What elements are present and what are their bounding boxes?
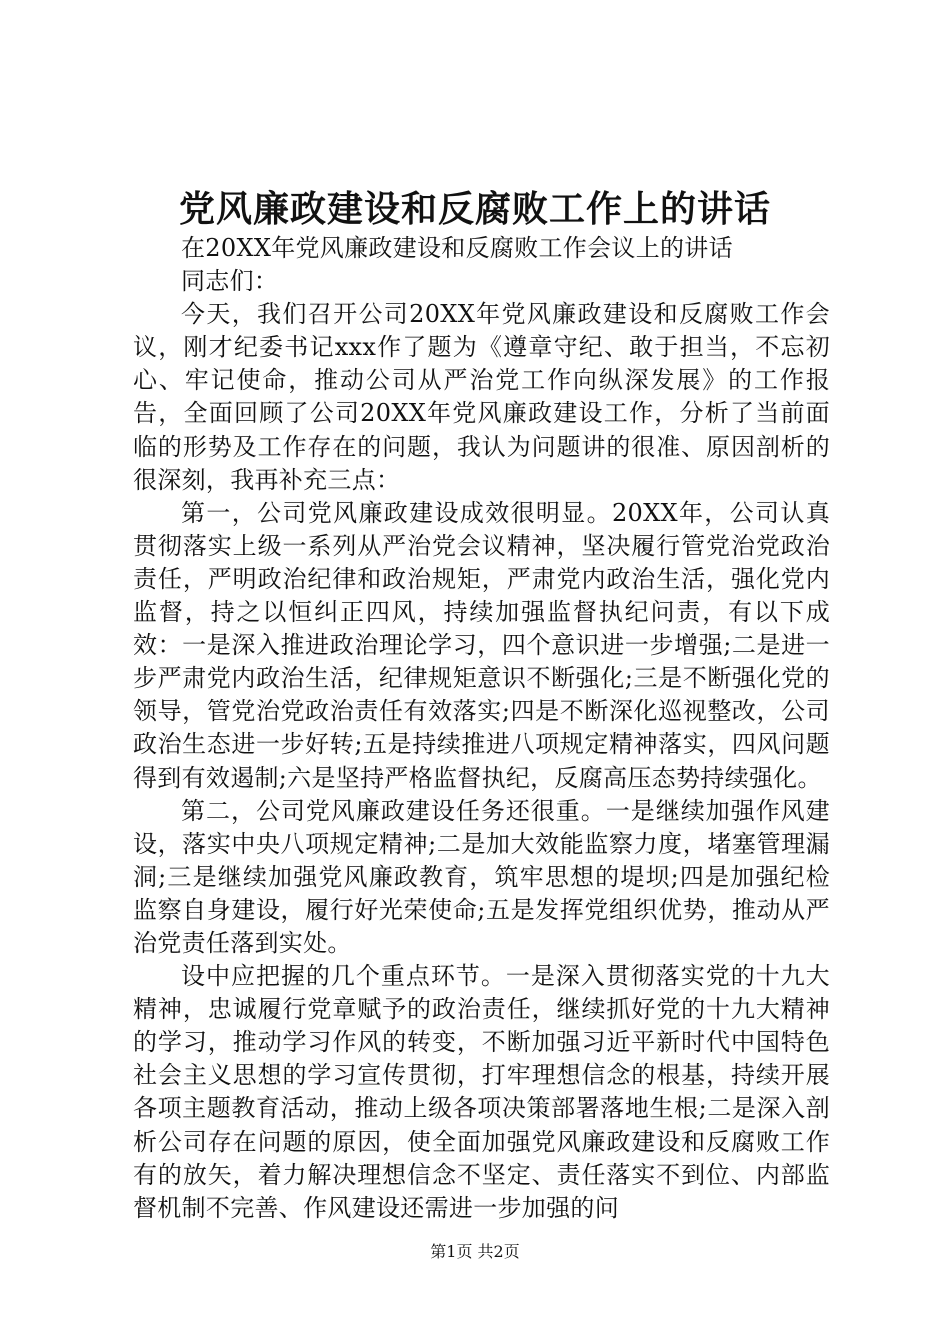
document-body xyxy=(133,232,830,1225)
subtitle-paragraph: 在20XX年党风廉政建设和反腐败工作会议上的讲话 xyxy=(181,234,733,262)
salutation-paragraph: 同志们： xyxy=(181,267,279,296)
body-paragraph: 第二，公司党风廉政建设任务还很重。一是继续加强作风建设，落实中央八项规定精神;二是加大效能监察力度，堵塞管理漏洞;三是继续加强党风廉政教育，筑牢思想的堤坝;四是加强纪检监察自身建设，履行好光荣使命;五是发挥党组织优势，推动从严治党责任落到实处。 xyxy=(133,796,830,957)
document-title: 党风廉政建设和反腐败工作上的讲话 xyxy=(178,188,771,230)
body-paragraph: 第一，公司党风廉政建设成效很明显。20XX年，公司认真贯彻落实上级一系列从严治党会议精神，坚决履行管党治党政治责任，严明政治纪律和政治规矩，严肃党内政治生活，强化党内监督，持之以恒纠正四风，持续加强监督执纪问责，有以下成效：一是深入推进政治理论学习，四个意识进一步增强;二是进一步严肃党内政治生活，纪律规矩意识不断强化;三是不断强化党的领导，管党治党政治责任有效落实;四是不断深化巡视整改，公司政治生态进一步好转;五是持续推进八项规定精神落实，四风问题得到有效遏制;六是坚持严格监督执纪，反腐高压态势持续强化。 xyxy=(133,498,830,792)
body-paragraph: 今天，我们召开公司20XX年党风廉政建设和反腐败工作会议，刚才纪委书记xxx作了题为《遵章守纪、敢于担当，不忘初心、牢记使命，推动公司从严治党工作向纵深发展》的工作报告，全面回顾了公司20XX年党风廉政建设工作，分析了当前面临的形势及工作存在的问题，我认为问题讲的很准、原因剖析的很深刻，我再补充三点： xyxy=(133,300,830,494)
page-number: 第1页 共2页 xyxy=(430,1242,520,1261)
body-paragraph: 设中应把握的几个重点环节。一是深入贯彻落实党的十九大精神，忠诚履行党章赋予的政治责任，继续抓好党的十九大精神的学习，推动学习作风的转变，不断加强习近平新时代中国特色社会主义思想的学习宣传贯彻，打牢理想信念的根基，持续开展各项主题教育活动，推动上级各项决策部署落地生根;二是深入剖析公司存在问题的原因，使全面加强党风廉政建设和反腐败工作有的放矢，着力解决理想信念不坚定、责任落实不到位、内部监督机制不完善、作风建设还需进一步加强的问 xyxy=(133,962,830,1222)
